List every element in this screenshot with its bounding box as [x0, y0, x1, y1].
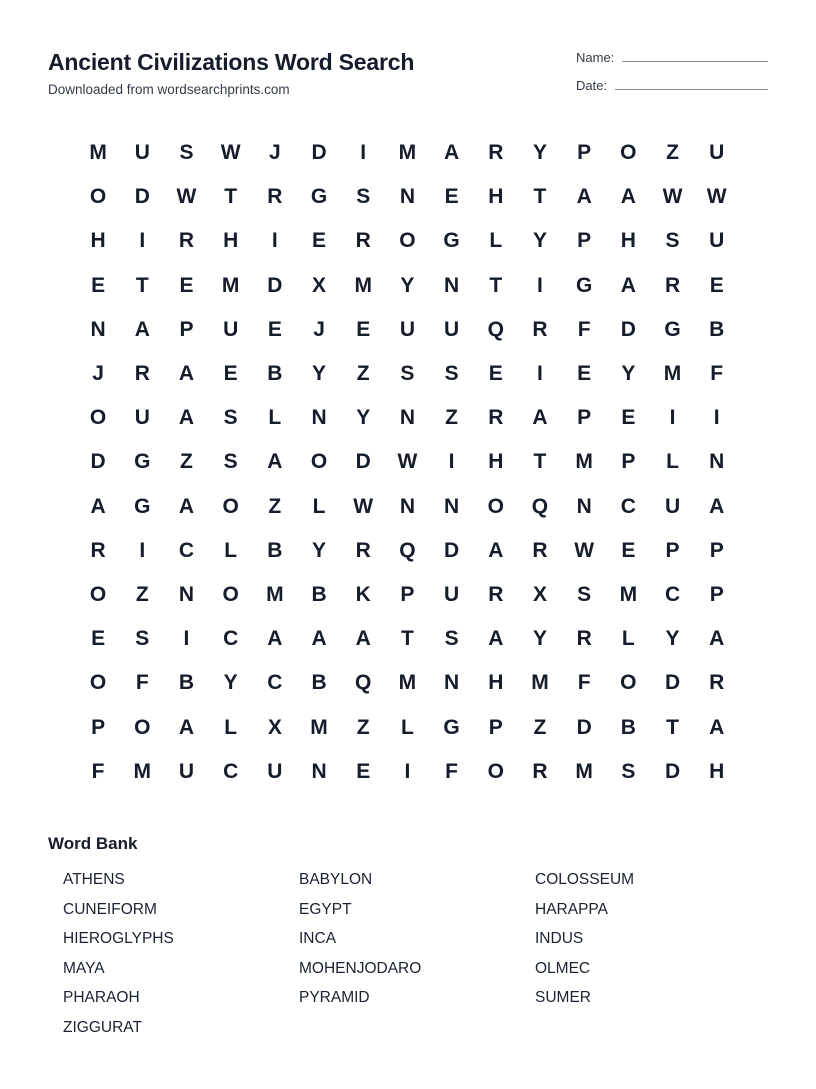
grid-cell: A [488, 627, 504, 651]
grid-cell: L [224, 715, 238, 739]
date-label: Date: [576, 78, 608, 93]
grid-cell: N [399, 494, 415, 518]
grid-cell: P [709, 582, 724, 606]
word-bank-item: CUNEIFORM [63, 900, 157, 918]
grid-cell: L [489, 229, 503, 253]
grid-cell: R [178, 229, 195, 253]
grid-cell: H [709, 759, 725, 783]
grid-cell: M [531, 671, 549, 695]
grid-cell: I [360, 141, 367, 165]
grid-cell: A [709, 494, 725, 518]
grid-cell: L [224, 538, 238, 562]
grid-cell: F [710, 362, 724, 386]
grid-cell: I [537, 273, 543, 297]
grid-cell: J [313, 317, 325, 341]
grid-cell: H [488, 450, 504, 474]
grid-cell: Y [223, 671, 238, 695]
grid-cell: U [267, 759, 283, 783]
grid-cell: T [224, 185, 238, 209]
grid-cell: M [221, 273, 240, 297]
grid-cell: E [91, 273, 106, 297]
grid-cell: D [620, 317, 636, 341]
word-bank-title: Word Bank [48, 834, 138, 853]
word-bank-item: PYRAMID [299, 989, 370, 1007]
grid-cell: Y [532, 229, 547, 253]
grid-cell: D [664, 759, 681, 783]
grid-cell: S [577, 582, 592, 606]
grid-cell: Y [400, 273, 415, 297]
grid-cell: F [577, 317, 591, 341]
grid-cell: G [443, 715, 460, 739]
grid-cell: G [664, 317, 681, 341]
grid-cell: Y [621, 362, 636, 386]
grid-cell: J [92, 362, 104, 386]
grid-cell: A [709, 715, 725, 739]
grid-cell: K [355, 582, 371, 606]
grid-cell: E [179, 273, 194, 297]
grid-cell: B [311, 671, 327, 695]
grid-cell: H [90, 229, 106, 253]
grid-cell: D [267, 273, 283, 297]
grid-cell: R [532, 538, 548, 562]
grid-cell: L [666, 450, 679, 474]
grid-cell: S [444, 362, 459, 386]
grid-cell: E [356, 317, 371, 341]
grid-cell: U [664, 494, 681, 518]
grid-cell: C [178, 538, 195, 562]
grid-cell: I [139, 229, 146, 253]
grid-cell: A [178, 406, 195, 430]
grid-cell: D [576, 715, 592, 739]
grid-cell: A [576, 185, 592, 209]
grid-cell: D [664, 671, 681, 695]
grid-cell: O [620, 671, 637, 695]
grid-cell: E [312, 229, 327, 253]
grid-cell: I [713, 406, 720, 430]
grid-cell: R [267, 185, 283, 209]
grid-cell: O [310, 450, 328, 474]
grid-cell: C [664, 582, 681, 606]
date-field [576, 76, 768, 96]
grid-cell: A [178, 715, 195, 739]
grid-cell: O [222, 582, 239, 606]
grid-cell: S [665, 229, 680, 253]
grid-cell: O [399, 229, 416, 253]
grid-cell: E [621, 538, 636, 562]
grid-cell: R [488, 141, 504, 165]
grid-cell: P [400, 582, 415, 606]
grid-cell: W [220, 141, 241, 165]
grid-cell: O [222, 494, 239, 518]
grid-cell: M [133, 759, 152, 783]
grid-cell: E [709, 273, 724, 297]
grid-cell: Y [312, 538, 327, 562]
grid-cell: M [398, 671, 417, 695]
grid-cell: G [443, 229, 460, 253]
grid-cell: J [269, 141, 281, 165]
grid-cell: O [89, 671, 107, 695]
grid-cell: Y [312, 362, 327, 386]
grid-cell: C [223, 627, 239, 651]
grid-cell: L [400, 715, 414, 739]
grid-cell: B [267, 362, 283, 386]
grid-cell: N [399, 185, 415, 209]
grid-cell: S [444, 627, 459, 651]
grid-cell: N [444, 273, 460, 297]
grid-cell: G [575, 273, 593, 297]
grid-cell: T [400, 627, 414, 651]
grid-cell: N [311, 759, 327, 783]
grid-cell: U [134, 141, 150, 165]
grid-cell: U [709, 229, 725, 253]
grid-cell: M [663, 362, 682, 386]
grid-cell: U [444, 317, 460, 341]
grid-cell: P [179, 317, 194, 341]
grid-cell: U [178, 759, 195, 783]
grid-cell: M [89, 141, 107, 165]
grid-cell: D [444, 538, 460, 562]
grid-cell: N [709, 450, 725, 474]
grid-cell: Y [532, 627, 547, 651]
grid-cell: M [398, 141, 417, 165]
grid-cell: A [488, 538, 504, 562]
name-label: Name: [576, 50, 615, 65]
grid-cell: X [532, 582, 547, 606]
grid-cell: P [665, 538, 680, 562]
grid-cell: Q [487, 317, 504, 341]
grid-cell: M [310, 715, 328, 739]
name-line [622, 61, 768, 62]
grid-cell: U [444, 582, 460, 606]
grid-cell: Z [666, 141, 679, 165]
grid-cell: A [178, 362, 195, 386]
name-field [576, 48, 768, 68]
grid-cell: N [576, 494, 592, 518]
word-bank-item: OLMEC [535, 959, 591, 977]
grid-cell: I [537, 362, 543, 386]
word-bank-item: BABYLON [299, 871, 373, 888]
grid-cell: S [621, 759, 636, 783]
word-bank-item: INCA [299, 930, 337, 948]
grid-cell: L [268, 406, 282, 430]
grid-cell: N [399, 406, 415, 430]
grid-cell: Z [356, 362, 370, 386]
grid-cell: U [709, 141, 725, 165]
grid-cell: Z [533, 715, 547, 739]
grid-cell: Z [356, 715, 370, 739]
grid-cell: O [89, 582, 107, 606]
grid-cell: W [574, 538, 595, 562]
grid-cell: Q [531, 494, 549, 518]
grid-cell: O [89, 406, 107, 430]
grid-cell: F [135, 671, 149, 695]
grid-cell: E [223, 362, 238, 386]
grid-cell: H [620, 229, 636, 253]
grid-cell: B [620, 715, 636, 739]
grid-cell: O [89, 185, 107, 209]
grid-cell: A [709, 627, 725, 651]
grid-cell: A [311, 627, 327, 651]
word-bank-item: ATHENS [63, 871, 125, 888]
grid-cell: U [134, 406, 150, 430]
grid-cell: M [575, 759, 593, 783]
grid-cell: E [91, 627, 106, 651]
grid-cell: H [488, 671, 504, 695]
grid-cell: D [134, 185, 150, 209]
grid-cell: R [134, 362, 150, 386]
grid-cell: A [620, 273, 636, 297]
grid-cell: M [266, 582, 284, 606]
grid-cell: L [312, 494, 326, 518]
grid-cell: N [90, 317, 106, 341]
grid-cell: E [356, 759, 371, 783]
grid-cell: F [577, 671, 591, 695]
grid-cell: F [445, 759, 458, 783]
grid-cell: Q [355, 671, 372, 695]
grid-cell: A [620, 185, 636, 209]
grid-cell: T [533, 450, 547, 474]
grid-cell: H [488, 185, 504, 209]
grid-cell: P [709, 538, 724, 562]
grid-cell: N [311, 406, 327, 430]
grid-cell: A [355, 627, 371, 651]
grid-cell: E [621, 406, 636, 430]
grid-cell: P [577, 406, 592, 430]
grid-cell: N [444, 494, 460, 518]
word-bank-item: EGYPT [299, 900, 352, 918]
word-bank-item: HIEROGLYPHS [63, 930, 174, 948]
grid-cell: E [577, 362, 592, 386]
grid-cell: Z [445, 406, 458, 430]
word-bank-item: HARAPPA [535, 900, 608, 918]
letter-grid [76, 131, 739, 794]
grid-cell: O [487, 494, 504, 518]
grid-cell: T [489, 273, 503, 297]
grid-cell: E [267, 317, 282, 341]
grid-cell: A [444, 141, 460, 165]
grid-cell: W [397, 450, 418, 474]
grid-cell: N [444, 671, 460, 695]
grid-cell: X [267, 715, 282, 739]
word-bank-item: PHARAOH [63, 989, 140, 1007]
grid-cell: W [662, 185, 683, 209]
date-line [615, 89, 768, 90]
grid-cell: W [706, 185, 727, 209]
page-title: Ancient Civilizations Word Search [48, 49, 415, 75]
grid-cell: T [135, 273, 149, 297]
word-bank-item: SUMER [535, 989, 591, 1007]
grid-cell: C [267, 671, 283, 695]
grid-cell: R [664, 273, 681, 297]
grid-cell: S [223, 406, 238, 430]
grid-cell: N [178, 582, 195, 606]
grid-cell: B [311, 582, 327, 606]
word-bank-item: MAYA [63, 959, 105, 977]
grid-cell: A [90, 494, 106, 518]
grid-cell: O [487, 759, 504, 783]
grid-cell: E [488, 362, 503, 386]
grid-cell: B [178, 671, 195, 695]
grid-cell: D [90, 450, 106, 474]
grid-cell: P [577, 141, 592, 165]
grid-cell: Q [399, 538, 416, 562]
grid-cell: R [576, 627, 592, 651]
grid-cell: M [619, 582, 638, 606]
grid-cell: M [575, 450, 593, 474]
word-bank-list [63, 865, 771, 1043]
grid-cell: O [134, 715, 151, 739]
grid-cell: Y [665, 627, 680, 651]
grid-cell: R [90, 538, 106, 562]
word-bank-item: INDUS [535, 930, 584, 948]
grid-cell: I [271, 229, 278, 253]
grid-cell: P [488, 715, 503, 739]
word-bank-item: COLOSSEUM [535, 871, 635, 888]
grid-cell: D [311, 141, 327, 165]
grid-cell: E [444, 185, 459, 209]
grid-cell: R [532, 317, 548, 341]
grid-cell: T [533, 185, 547, 209]
grid-cell: D [355, 450, 371, 474]
grid-cell: P [91, 715, 106, 739]
grid-cell: C [620, 494, 636, 518]
grid-cell: S [223, 450, 238, 474]
grid-cell: I [404, 759, 411, 783]
grid-cell: I [669, 406, 676, 430]
grid-cell: S [400, 362, 415, 386]
grid-cell: F [91, 759, 105, 783]
grid-cell: S [179, 141, 194, 165]
grid-cell: Y [532, 141, 547, 165]
grid-cell: R [532, 759, 548, 783]
page-subtitle: Downloaded from wordsearchprints.com [48, 82, 290, 97]
grid-cell: W [176, 185, 197, 209]
grid-cell: R [488, 406, 504, 430]
grid-cell: X [312, 273, 327, 297]
grid-cell: U [399, 317, 415, 341]
grid-cell: S [135, 627, 150, 651]
grid-cell: B [267, 538, 283, 562]
grid-cell: Y [356, 406, 371, 430]
grid-cell: A [267, 627, 283, 651]
grid-cell: S [356, 185, 371, 209]
grid-cell: A [267, 450, 283, 474]
word-bank-item: MOHENJODARO [299, 959, 422, 977]
grid-cell: Z [180, 450, 193, 474]
grid-cell: C [223, 759, 239, 783]
grid-cell: R [488, 582, 504, 606]
grid-cell: Z [268, 494, 282, 518]
grid-cell: A [178, 494, 195, 518]
grid-cell: A [532, 406, 548, 430]
grid-cell: G [134, 450, 151, 474]
grid-cell: R [355, 229, 371, 253]
grid-cell: T [666, 715, 679, 739]
grid-cell: B [709, 317, 725, 341]
grid-cell: O [620, 141, 637, 165]
grid-cell: U [223, 317, 239, 341]
grid-cell: H [223, 229, 239, 253]
grid-cell: G [134, 494, 151, 518]
grid-cell: I [183, 627, 190, 651]
grid-cell: P [577, 229, 592, 253]
grid-cell: P [621, 450, 636, 474]
grid-cell: G [310, 185, 328, 209]
grid-cell: I [139, 538, 146, 562]
grid-cell: W [353, 494, 374, 518]
grid-cell: M [354, 273, 372, 297]
grid-cell: R [709, 671, 725, 695]
grid-cell: A [134, 317, 150, 341]
grid-cell: I [448, 450, 455, 474]
word-bank-item: ZIGGURAT [63, 1018, 142, 1036]
grid-cell: Z [135, 582, 149, 606]
grid-cell: L [621, 627, 635, 651]
grid-cell: R [355, 538, 371, 562]
